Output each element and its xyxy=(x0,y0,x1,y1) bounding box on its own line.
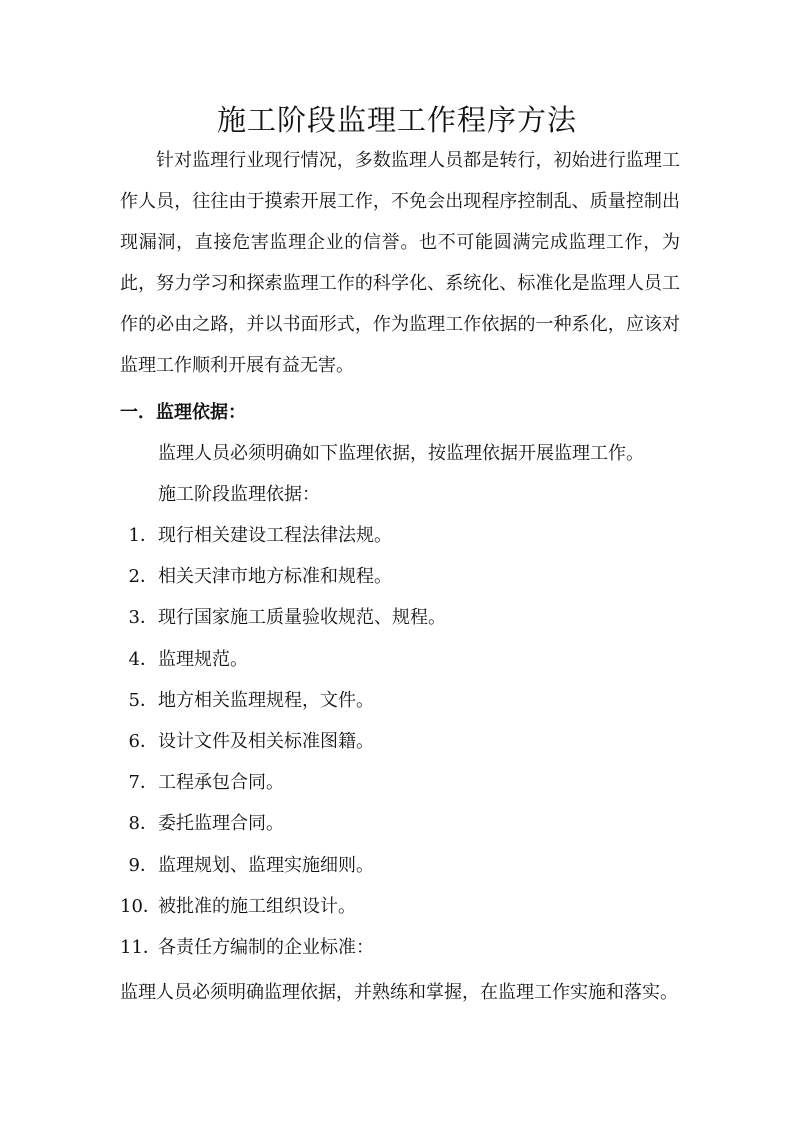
list-item xyxy=(120,927,374,968)
list-item xyxy=(120,597,446,638)
list-item-text: 设计文件及相关标准图籍。 xyxy=(158,731,374,752)
list-item-text: 各责任方编制的企业标准： xyxy=(158,937,374,958)
list-item-number: 4． xyxy=(128,648,158,670)
list-item-text: 地方相关监理规程，文件。 xyxy=(158,689,374,711)
list-item-number: 1． xyxy=(128,525,158,546)
list-item xyxy=(120,721,374,762)
list-item xyxy=(120,803,284,844)
list-item xyxy=(120,680,374,721)
list-item-number: 6． xyxy=(128,731,158,752)
section-text: 监理人员必须明确如下监理依据，按监理依据开展监理工作。 xyxy=(158,443,644,464)
list-item-text: 被批准的施工组织设计。 xyxy=(158,895,356,917)
list-item-number: 8． xyxy=(128,813,158,835)
list-item-text: 现行相关建设工程法律法规。 xyxy=(158,525,392,546)
list-item xyxy=(120,556,392,597)
list-item-text: 现行国家施工质量验收规范、规程。 xyxy=(158,607,446,629)
list-item xyxy=(120,515,392,556)
list-item xyxy=(120,762,284,803)
section-subheading: 施工阶段监理依据： xyxy=(158,484,320,505)
list-item-text: 监理规范。 xyxy=(158,648,248,670)
list-item xyxy=(120,886,356,927)
list-item xyxy=(120,639,248,680)
list-item-number: 11． xyxy=(120,937,161,958)
list-item-text: 工程承包合同。 xyxy=(158,772,284,794)
list-item-text: 监理规划、监理实施细则。 xyxy=(158,854,374,876)
list-item-text: 委托监理合同。 xyxy=(158,813,284,835)
list-item-number: 3． xyxy=(128,607,158,629)
document-title: 施工阶段监理工作程序方法 xyxy=(216,103,577,137)
list-item-text: 相关天津市地方标准和规程。 xyxy=(158,566,392,588)
list-item-number: 5． xyxy=(128,689,158,711)
list-item-number: 9． xyxy=(128,854,158,876)
list-item-number: 2． xyxy=(128,566,158,588)
list-item-number: 7． xyxy=(128,772,158,794)
closing-paragraph: 监理人员必须明确监理依据，并熟练和掌握，在监理工作实施和落实。 xyxy=(120,982,678,1003)
list-item-number: 10． xyxy=(120,895,161,917)
list-item xyxy=(120,845,374,886)
section-heading: 一．监理依据： xyxy=(120,402,246,423)
intro-paragraph: 针对监理行业现行情况，多数监理人员都是转行，初始进行监理工作人员，往往由于摸索开展工作，不免会出现程序控制乱、质量控制出现漏洞，直接危害监理企业的信誉。也不可能圆满完成监理工作，为此，努力学习和探索监理工作的科学化、系统化、标准化是监理人员工作的必由之路，并以书面形式，作为监理工作依据的一种系化，应该对监理工作顺利开展有益无害。 xyxy=(120,150,680,376)
